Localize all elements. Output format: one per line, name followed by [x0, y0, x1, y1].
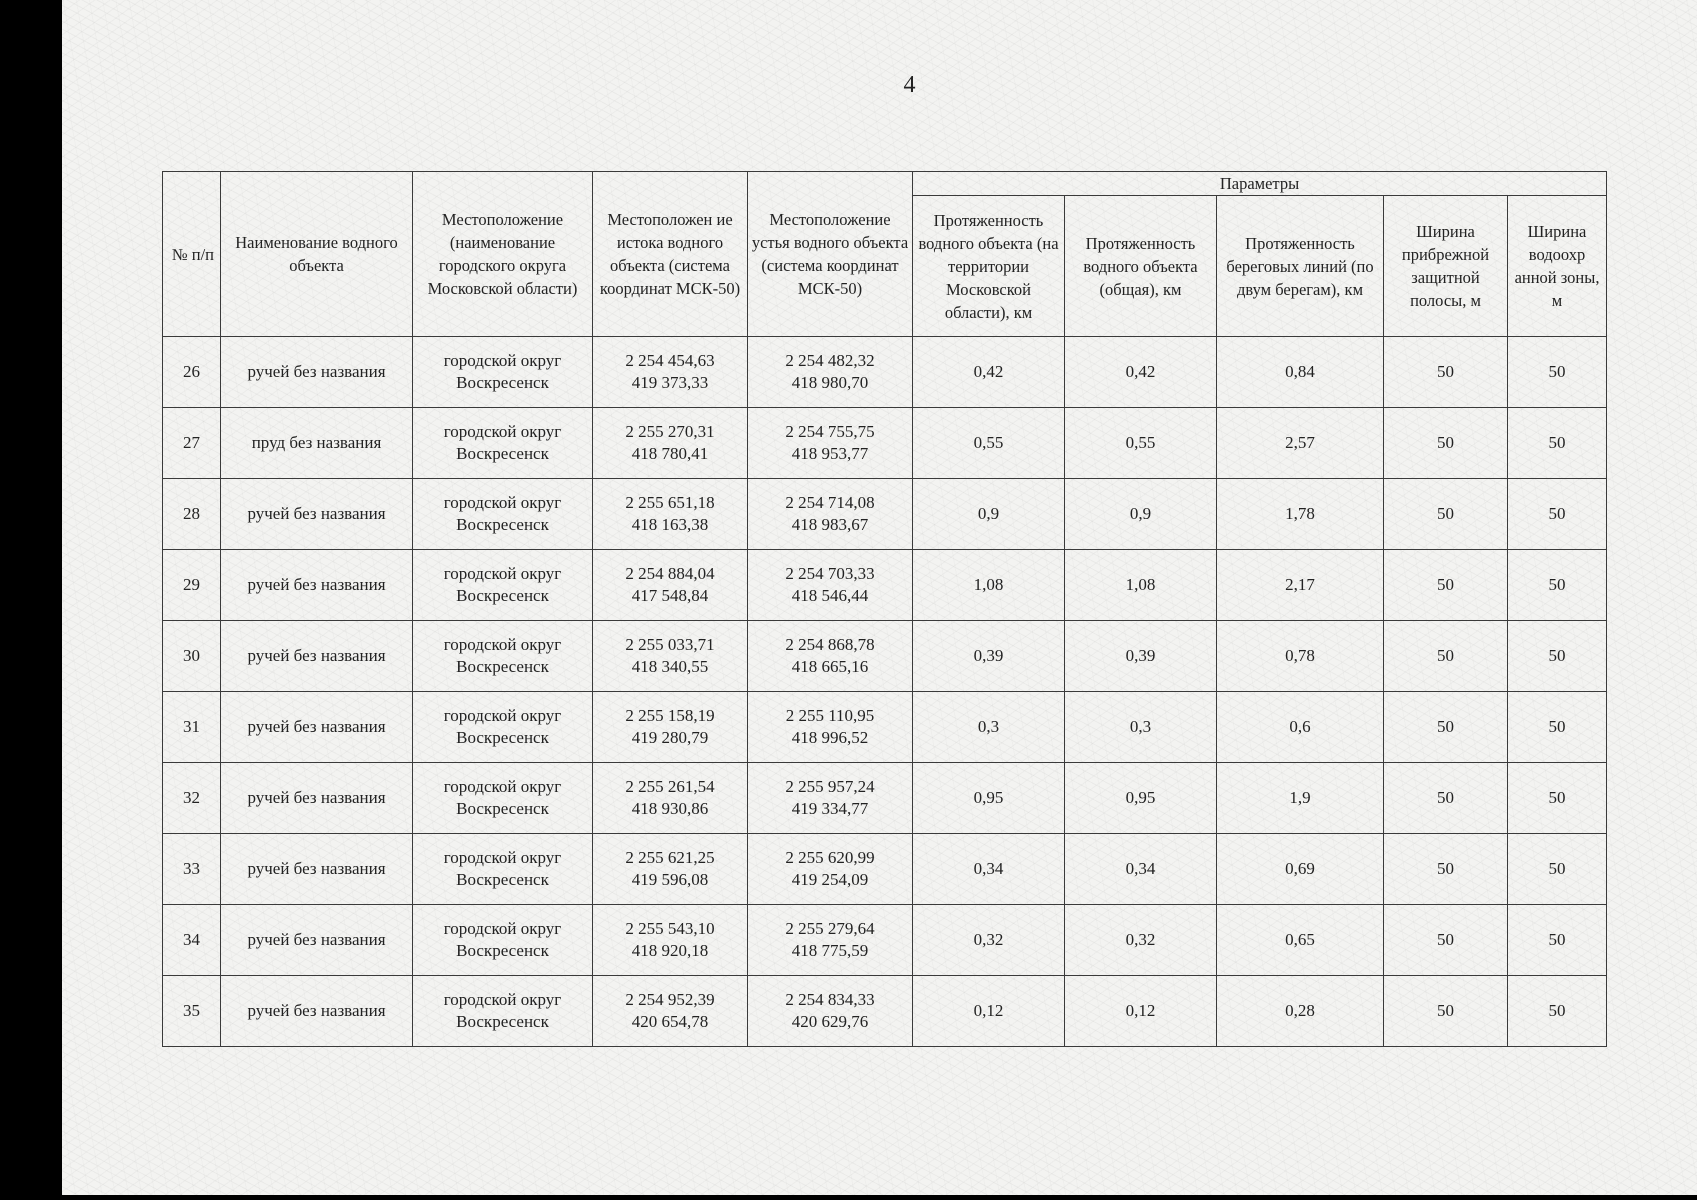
cell-coastal-strip: 50	[1384, 408, 1508, 479]
cell-source	[593, 834, 748, 905]
cell-length-region: 0,12	[913, 976, 1065, 1047]
location-line-2: Воскресенск	[456, 728, 549, 747]
location-line-2: Воскресенск	[456, 1012, 549, 1031]
cell-length-total: 0,3	[1065, 692, 1217, 763]
cell-source	[593, 408, 748, 479]
cell-location	[413, 479, 593, 550]
mouth-y: 418 665,16	[791, 657, 869, 676]
location-line-2: Воскресенск	[456, 870, 549, 889]
cell-source	[593, 692, 748, 763]
location-line-1: городской округ	[443, 777, 562, 796]
location-line-1: городской округ	[443, 493, 562, 512]
cell-length-total: 0,34	[1065, 834, 1217, 905]
cell-length-total: 0,32	[1065, 905, 1217, 976]
header-shore-length: Протяженность береговых линий (по двум берегам), км	[1217, 196, 1384, 337]
cell-length-total: 0,55	[1065, 408, 1217, 479]
mouth-y: 418 775,59	[791, 941, 869, 960]
cell-shore-length: 0,28	[1217, 976, 1384, 1047]
location-line-2: Воскресенск	[456, 586, 549, 605]
source-y: 418 930,86	[631, 799, 709, 818]
cell-mouth	[748, 479, 913, 550]
cell-source	[593, 621, 748, 692]
source-y: 418 340,55	[631, 657, 709, 676]
cell-length-total: 0,39	[1065, 621, 1217, 692]
cell-protection-zone: 50	[1508, 479, 1607, 550]
cell-name: ручей без названия	[221, 905, 413, 976]
cell-num: 29	[163, 550, 221, 621]
cell-num: 32	[163, 763, 221, 834]
table-row	[163, 976, 1607, 1047]
cell-protection-zone: 50	[1508, 905, 1607, 976]
location-line-1: городской округ	[443, 990, 562, 1009]
cell-coastal-strip: 50	[1384, 479, 1508, 550]
cell-shore-length: 0,65	[1217, 905, 1384, 976]
cell-coastal-strip: 50	[1384, 976, 1508, 1047]
location-line-1: городской округ	[443, 422, 562, 441]
mouth-y: 418 953,77	[791, 444, 869, 463]
mouth-x: 2 254 834,33	[785, 990, 875, 1009]
source-y: 419 280,79	[631, 728, 709, 747]
cell-num: 27	[163, 408, 221, 479]
cell-protection-zone: 50	[1508, 408, 1607, 479]
cell-shore-length: 0,84	[1217, 337, 1384, 408]
location-line-2: Воскресенск	[456, 444, 549, 463]
cell-num: 26	[163, 337, 221, 408]
cell-mouth	[748, 834, 913, 905]
cell-location	[413, 905, 593, 976]
cell-mouth	[748, 550, 913, 621]
cell-protection-zone: 50	[1508, 976, 1607, 1047]
cell-mouth	[748, 408, 913, 479]
cell-mouth	[748, 337, 913, 408]
source-x: 2 255 033,71	[625, 635, 715, 654]
cell-name: ручей без названия	[221, 976, 413, 1047]
location-line-2: Воскресенск	[456, 799, 549, 818]
cell-shore-length: 0,69	[1217, 834, 1384, 905]
cell-length-region: 0,9	[913, 479, 1065, 550]
mouth-y: 418 546,44	[791, 586, 869, 605]
mouth-x: 2 255 279,64	[785, 919, 875, 938]
mouth-x: 2 254 755,75	[785, 422, 875, 441]
location-line-1: городской округ	[443, 706, 562, 725]
source-y: 418 163,38	[631, 515, 709, 534]
page-number: 4	[903, 72, 916, 98]
cell-coastal-strip: 50	[1384, 337, 1508, 408]
cell-length-region: 0,42	[913, 337, 1065, 408]
location-line-2: Воскресенск	[456, 515, 549, 534]
cell-shore-length: 0,78	[1217, 621, 1384, 692]
cell-protection-zone: 50	[1508, 834, 1607, 905]
source-y: 418 780,41	[631, 444, 709, 463]
cell-location	[413, 976, 593, 1047]
cell-source	[593, 905, 748, 976]
cell-length-region: 0,39	[913, 621, 1065, 692]
cell-source	[593, 550, 748, 621]
source-x: 2 255 261,54	[625, 777, 715, 796]
cell-num: 35	[163, 976, 221, 1047]
location-line-1: городской округ	[443, 635, 562, 654]
source-y: 419 373,33	[631, 373, 709, 392]
cell-location	[413, 337, 593, 408]
location-line-1: городской округ	[443, 564, 562, 583]
cell-coastal-strip: 50	[1384, 621, 1508, 692]
source-x: 2 255 158,19	[625, 706, 715, 725]
cell-length-region: 0,3	[913, 692, 1065, 763]
cell-num: 30	[163, 621, 221, 692]
cell-protection-zone: 50	[1508, 337, 1607, 408]
document-page	[62, 0, 1697, 1195]
cell-name: пруд без названия	[221, 408, 413, 479]
mouth-x: 2 254 714,08	[785, 493, 875, 512]
mouth-x: 2 254 703,33	[785, 564, 875, 583]
source-y: 418 920,18	[631, 941, 709, 960]
cell-coastal-strip: 50	[1384, 905, 1508, 976]
location-line-1: городской округ	[443, 351, 562, 370]
mouth-x: 2 254 868,78	[785, 635, 875, 654]
location-line-2: Воскресенск	[456, 373, 549, 392]
cell-source	[593, 479, 748, 550]
mouth-x: 2 254 482,32	[785, 351, 875, 370]
mouth-y: 419 334,77	[791, 799, 869, 818]
source-x: 2 255 543,10	[625, 919, 715, 938]
cell-name: ручей без названия	[221, 763, 413, 834]
cell-mouth	[748, 905, 913, 976]
cell-num: 28	[163, 479, 221, 550]
cell-name: ручей без названия	[221, 621, 413, 692]
cell-location	[413, 763, 593, 834]
cell-length-total: 1,08	[1065, 550, 1217, 621]
cell-length-region: 0,55	[913, 408, 1065, 479]
mouth-y: 418 996,52	[791, 728, 869, 747]
cell-mouth	[748, 763, 913, 834]
cell-name: ручей без названия	[221, 479, 413, 550]
cell-location	[413, 550, 593, 621]
header-coastal-strip: Ширина прибрежной защитной полосы, м	[1384, 196, 1508, 337]
cell-source	[593, 337, 748, 408]
cell-name: ручей без названия	[221, 337, 413, 408]
cell-mouth	[748, 976, 913, 1047]
cell-length-region: 0,34	[913, 834, 1065, 905]
source-y: 420 654,78	[631, 1012, 709, 1031]
cell-protection-zone: 50	[1508, 621, 1607, 692]
header-length-region: Протяженность водного объекта (на территории Московской области), км	[913, 196, 1065, 337]
cell-length-region: 1,08	[913, 550, 1065, 621]
cell-length-total: 0,12	[1065, 976, 1217, 1047]
cell-length-region: 0,32	[913, 905, 1065, 976]
water-objects-table	[162, 171, 1607, 1047]
location-line-1: городской округ	[443, 919, 562, 938]
cell-protection-zone: 50	[1508, 763, 1607, 834]
mouth-x: 2 255 620,99	[785, 848, 875, 867]
location-line-2: Воскресенск	[456, 941, 549, 960]
cell-shore-length: 0,6	[1217, 692, 1384, 763]
header-length-total: Протяженность водного объекта (общая), км	[1065, 196, 1217, 337]
table-row	[163, 763, 1607, 834]
cell-location	[413, 408, 593, 479]
cell-shore-length: 2,17	[1217, 550, 1384, 621]
cell-coastal-strip: 50	[1384, 550, 1508, 621]
cell-location	[413, 834, 593, 905]
cell-shore-length: 2,57	[1217, 408, 1384, 479]
header-location: Местоположение (наименование городского округа Московской области)	[413, 172, 593, 337]
cell-name: ручей без названия	[221, 834, 413, 905]
cell-shore-length: 1,9	[1217, 763, 1384, 834]
mouth-y: 418 980,70	[791, 373, 869, 392]
header-params-group: Параметры	[913, 172, 1607, 196]
table-row	[163, 692, 1607, 763]
cell-mouth	[748, 692, 913, 763]
table-row	[163, 621, 1607, 692]
header-num: № п/п	[163, 172, 221, 337]
source-x: 2 255 651,18	[625, 493, 715, 512]
mouth-x: 2 255 957,24	[785, 777, 875, 796]
location-line-1: городской округ	[443, 848, 562, 867]
cell-protection-zone: 50	[1508, 692, 1607, 763]
table-row	[163, 479, 1607, 550]
source-x: 2 255 270,31	[625, 422, 715, 441]
source-y: 417 548,84	[631, 586, 709, 605]
mouth-y: 420 629,76	[791, 1012, 869, 1031]
source-x: 2 255 621,25	[625, 848, 715, 867]
cell-source	[593, 763, 748, 834]
cell-protection-zone: 50	[1508, 550, 1607, 621]
table-row	[163, 834, 1607, 905]
cell-name: ручей без названия	[221, 550, 413, 621]
cell-length-total: 0,9	[1065, 479, 1217, 550]
cell-length-total: 0,95	[1065, 763, 1217, 834]
mouth-y: 418 983,67	[791, 515, 869, 534]
source-x: 2 254 454,63	[625, 351, 715, 370]
source-y: 419 596,08	[631, 870, 709, 889]
cell-location	[413, 621, 593, 692]
cell-num: 34	[163, 905, 221, 976]
table-row	[163, 550, 1607, 621]
cell-coastal-strip: 50	[1384, 692, 1508, 763]
cell-location	[413, 692, 593, 763]
cell-coastal-strip: 50	[1384, 763, 1508, 834]
cell-shore-length: 1,78	[1217, 479, 1384, 550]
cell-mouth	[748, 621, 913, 692]
header-mouth: Местоположение устья водного объекта (система координат МСК-50)	[748, 172, 913, 337]
table-row	[163, 905, 1607, 976]
header-name: Наименование водного объекта	[221, 172, 413, 337]
cell-length-total: 0,42	[1065, 337, 1217, 408]
mouth-x: 2 255 110,95	[785, 706, 875, 725]
table-body	[163, 337, 1607, 1047]
location-line-2: Воскресенск	[456, 657, 549, 676]
header-source: Местоположен ие истока водного объекта (система координат МСК-50)	[593, 172, 748, 337]
table-row	[163, 337, 1607, 408]
cell-name: ручей без названия	[221, 692, 413, 763]
cell-num: 31	[163, 692, 221, 763]
cell-coastal-strip: 50	[1384, 834, 1508, 905]
source-x: 2 254 884,04	[625, 564, 715, 583]
header-protection-zone: Ширина водоохр анной зоны, м	[1508, 196, 1607, 337]
cell-source	[593, 976, 748, 1047]
table-row	[163, 408, 1607, 479]
cell-length-region: 0,95	[913, 763, 1065, 834]
source-x: 2 254 952,39	[625, 990, 715, 1009]
mouth-y: 419 254,09	[791, 870, 869, 889]
cell-num: 33	[163, 834, 221, 905]
header-row-top	[163, 172, 1607, 196]
